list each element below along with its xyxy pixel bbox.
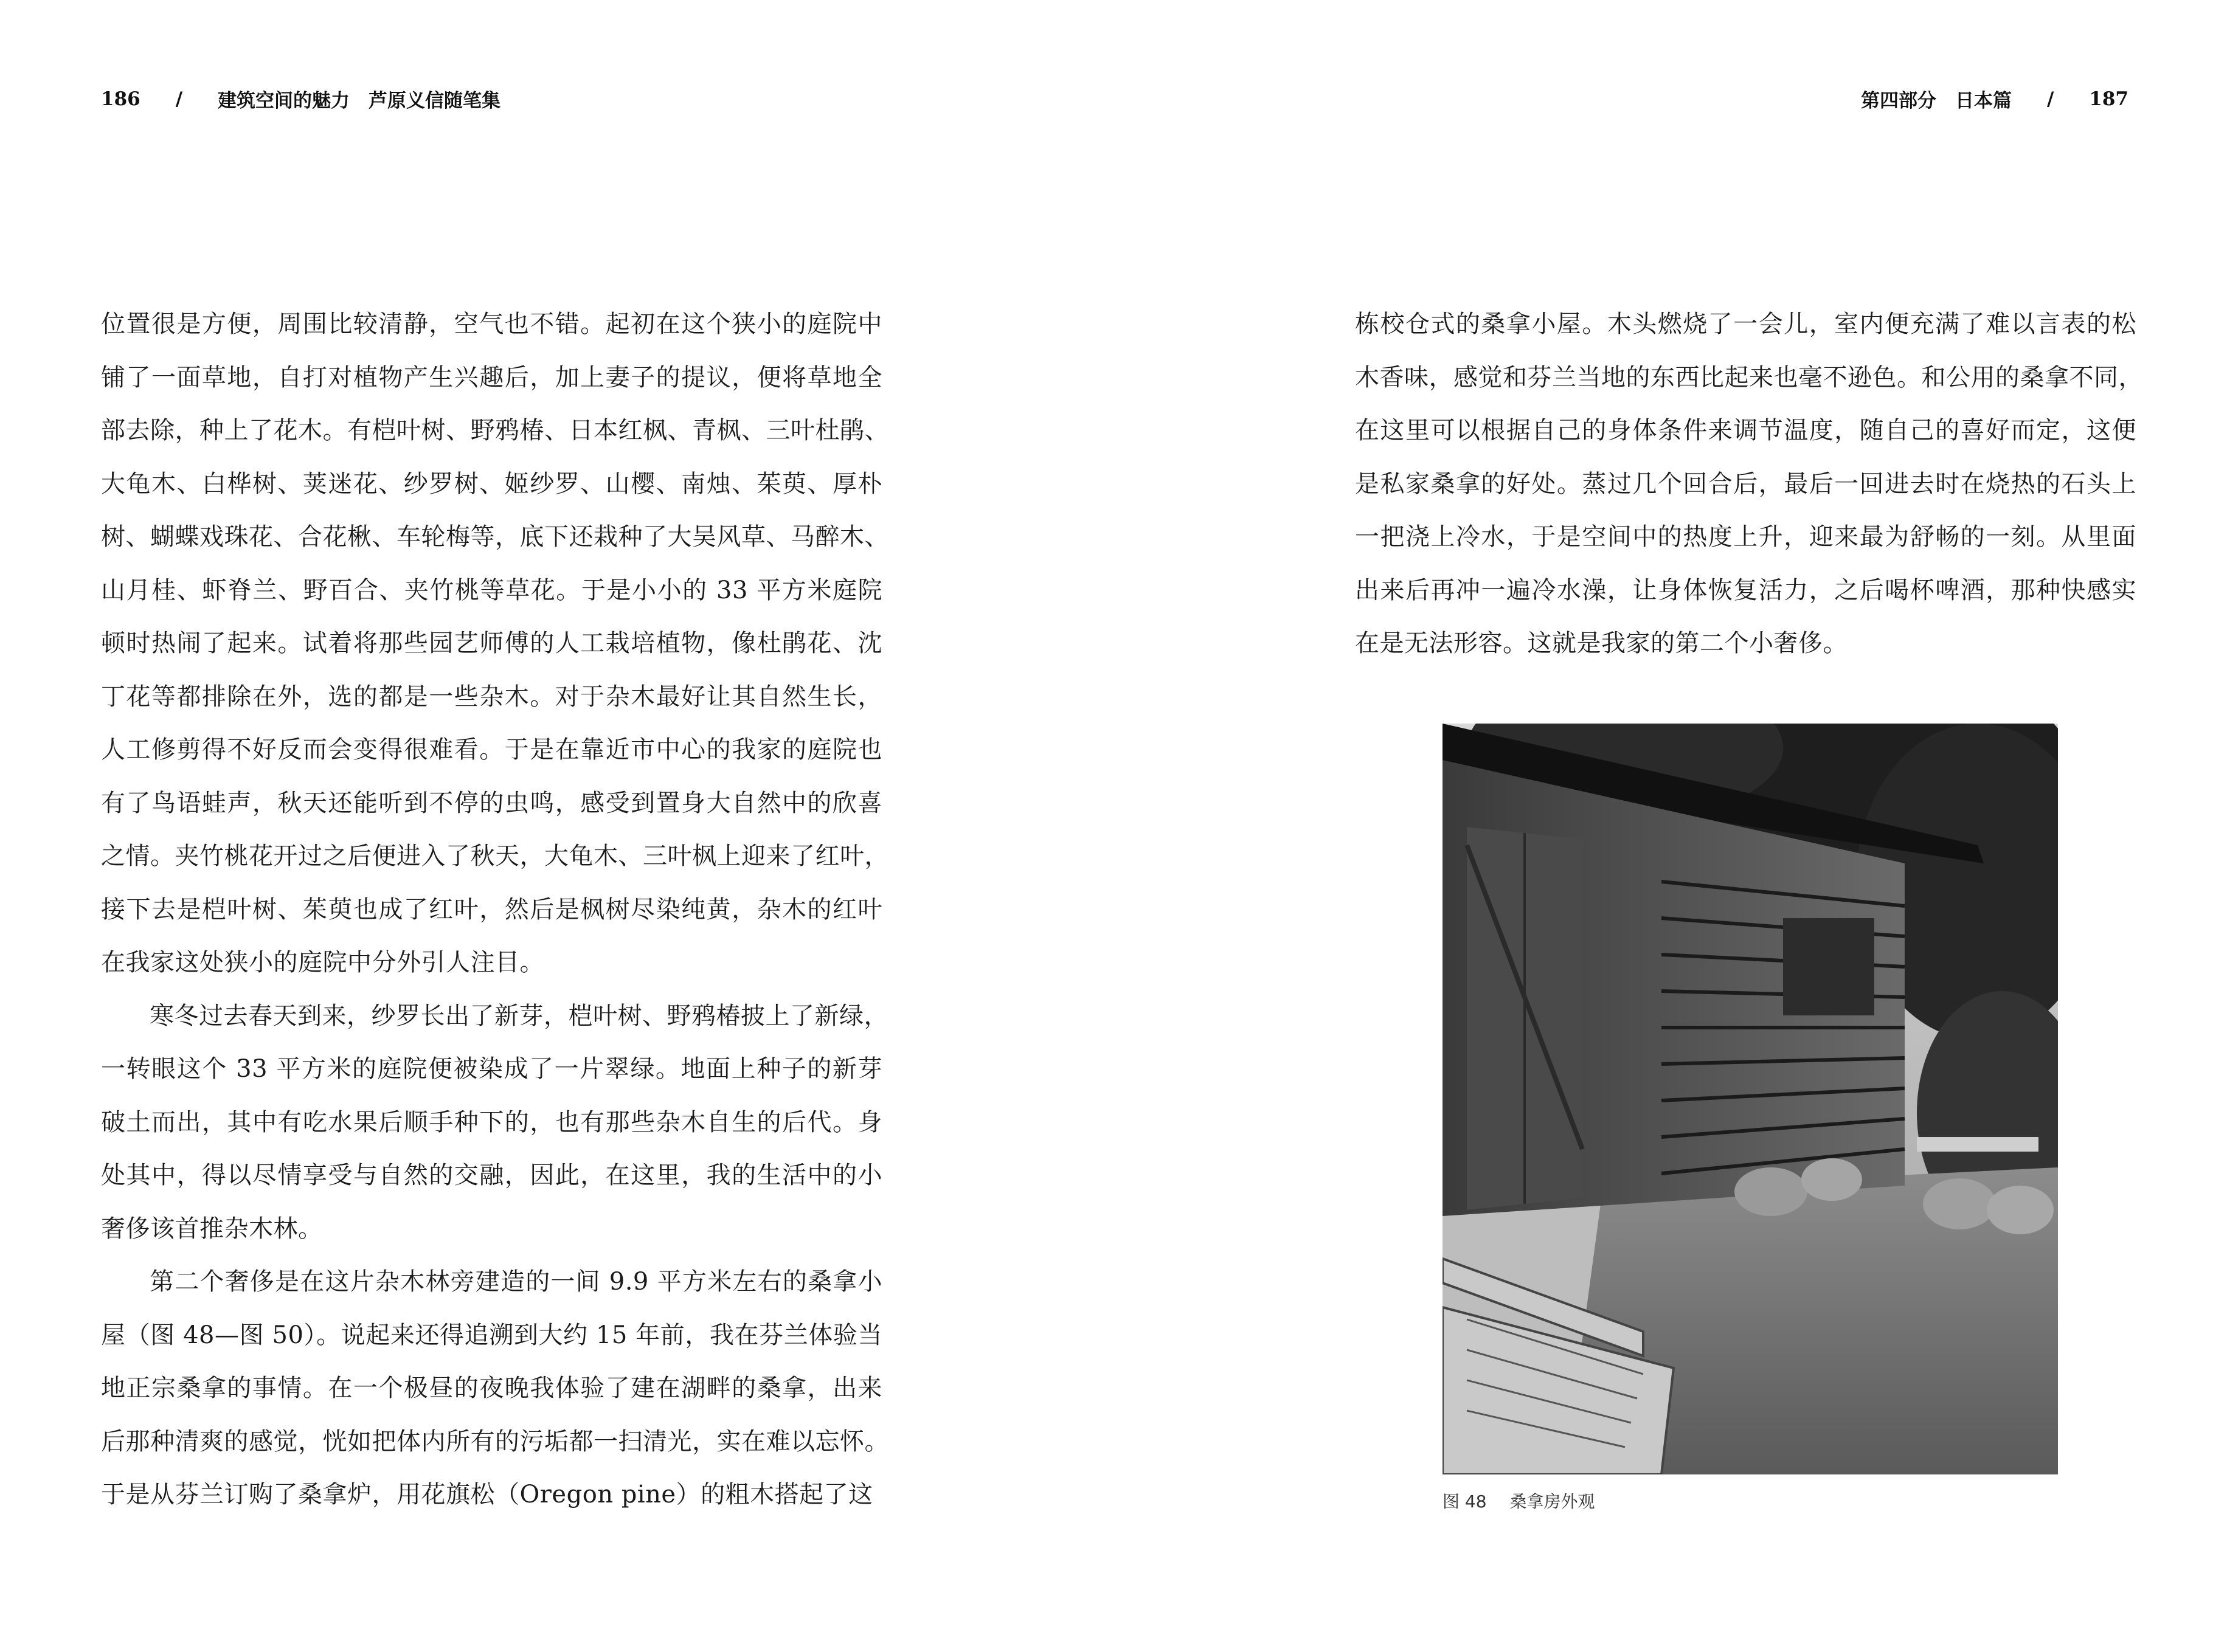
- text-line: 有了鸟语蛙声，秋天还能听到不停的虫鸣，感受到置身大自然中的欣喜: [101, 789, 882, 817]
- right-page: [1114, 0, 2227, 1652]
- section-title: 第四部分 日本篇: [1860, 90, 2012, 112]
- text-line: 树、蝴蝶戏珠花、合花楸、车轮梅等，底下还栽种了大吴风草、马醉木、: [101, 523, 889, 551]
- text-line: 屋（图 48—图 50）。说起来还得追溯到大约 15 年前，我在芬兰体验当: [101, 1321, 882, 1349]
- left-running-head: [101, 85, 500, 112]
- figure-caption-text: 桑拿房外观: [1509, 1491, 1595, 1512]
- text-line: 是私家桑拿的好处。蒸过几个回合后，最后一回进去时在烧热的石头上: [1355, 469, 2136, 498]
- text-line: 寒冬过去春天到来，纱罗长出了新芽，桤叶树、野鸦椿披上了新绿，: [150, 1001, 888, 1030]
- text-line: 木香味，感觉和芬兰当地的东西比起来也毫不逊色。和公用的桑拿不同，: [1355, 363, 2143, 392]
- text-line: 山月桂、虾脊兰、野百合、夹竹桃等草花。于是小小的 33 平方米庭院: [101, 576, 882, 604]
- text-line: 一把浇上冷水，于是空间中的热度上升，迎来最为舒畅的一刻。从里面: [1355, 523, 2136, 551]
- left-page-number: 186: [101, 88, 140, 110]
- right-running-head: [1861, 85, 2128, 112]
- text-line: 后那种清爽的感觉，恍如把体内所有的污垢都一扫清光，实在难以忘怀。: [101, 1427, 889, 1456]
- text-line: 第二个奢侈是在这片杂木林旁建造的一间 9.9 平方米左右的桑拿小: [150, 1268, 882, 1296]
- text-line: 栋校仓式的桑拿小屋。木头燃烧了一会儿，室内便充满了难以言表的松: [1355, 310, 2136, 338]
- right-page-number: 187: [2089, 88, 2128, 110]
- right-head-separator: /: [2046, 88, 2054, 110]
- figure-caption: [1443, 1488, 1595, 1513]
- right-body-text: [1355, 298, 2143, 671]
- figure-label: 图 48: [1443, 1491, 1487, 1512]
- text-line: 在是无法形容。这就是我家的第二个小奢侈。: [1355, 629, 1848, 657]
- sauna-cabin-photo-illustration: [1443, 724, 2058, 1474]
- sauna-cabin-photo: [1443, 724, 2058, 1474]
- text-line: 在我家这处狭小的庭院中分外引人注目。: [101, 949, 544, 976]
- text-line: 铺了一面草地，自打对植物产生兴趣后，加上妻子的提议，便将草地全: [101, 363, 882, 392]
- text-line: 处其中，得以尽情享受与自然的交融，因此，在这里，我的生活中的小: [101, 1161, 882, 1189]
- text-line: 出来后再冲一遍冷水澡，让身体恢复活力，之后喝杯啤酒，那种快感实: [1355, 576, 2136, 604]
- text-line: 破土而出，其中有吃水果后顺手种下的，也有那些杂木自生的后代。身: [101, 1108, 882, 1136]
- text-line: 位置很是方便，周围比较清静，空气也不错。起初在这个狭小的庭院中: [101, 310, 882, 338]
- text-line: 大龟木、白桦树、荚迷花、纱罗树、姬纱罗、山樱、南烛、茱萸、厚朴: [101, 469, 882, 498]
- text-line: 之情。夹竹桃花开过之后便进入了秋天，大龟木、三叶枫上迎来了红叶，: [101, 842, 889, 870]
- text-line: 于是从芬兰订购了桑拿炉，用花旗松（Oregon pine）的粗木搭起了这: [101, 1481, 873, 1509]
- text-line: 地正宗桑拿的事情。在一个极昼的夜晚我体验了建在湖畔的桑拿，出来: [101, 1374, 882, 1402]
- text-line: 人工修剪得不好反而会变得很难看。于是在靠近市中心的我家的庭院也: [101, 736, 882, 764]
- book-title: 建筑空间的魅力 芦原义信随笔集: [218, 90, 501, 112]
- text-line: 顿时热闹了起来。试着将那些园艺师傅的人工栽培植物，像杜鹃花、沈: [101, 629, 882, 657]
- text-line: 部去除，种上了花木。有桤叶树、野鸦椿、日本红枫、青枫、三叶杜鹃、: [101, 416, 889, 444]
- text-line: 丁花等都排除在外，选的都是一些杂木。对于杂木最好让其自然生长，: [101, 682, 882, 711]
- text-line: 接下去是桤叶树、茱萸也成了红叶，然后是枫树尽染纯黄，杂木的红叶: [101, 895, 882, 924]
- text-line: 在这里可以根据自己的身体条件来调节温度，随自己的喜好而定，这便: [1355, 416, 2136, 444]
- left-body-text: [101, 298, 889, 1522]
- left-head-separator: /: [175, 88, 183, 110]
- text-line: 一转眼这个 33 平方米的庭院便被染成了一片翠绿。地面上种子的新芽: [101, 1055, 882, 1083]
- text-line: 奢侈该首推杂木林。: [101, 1214, 323, 1243]
